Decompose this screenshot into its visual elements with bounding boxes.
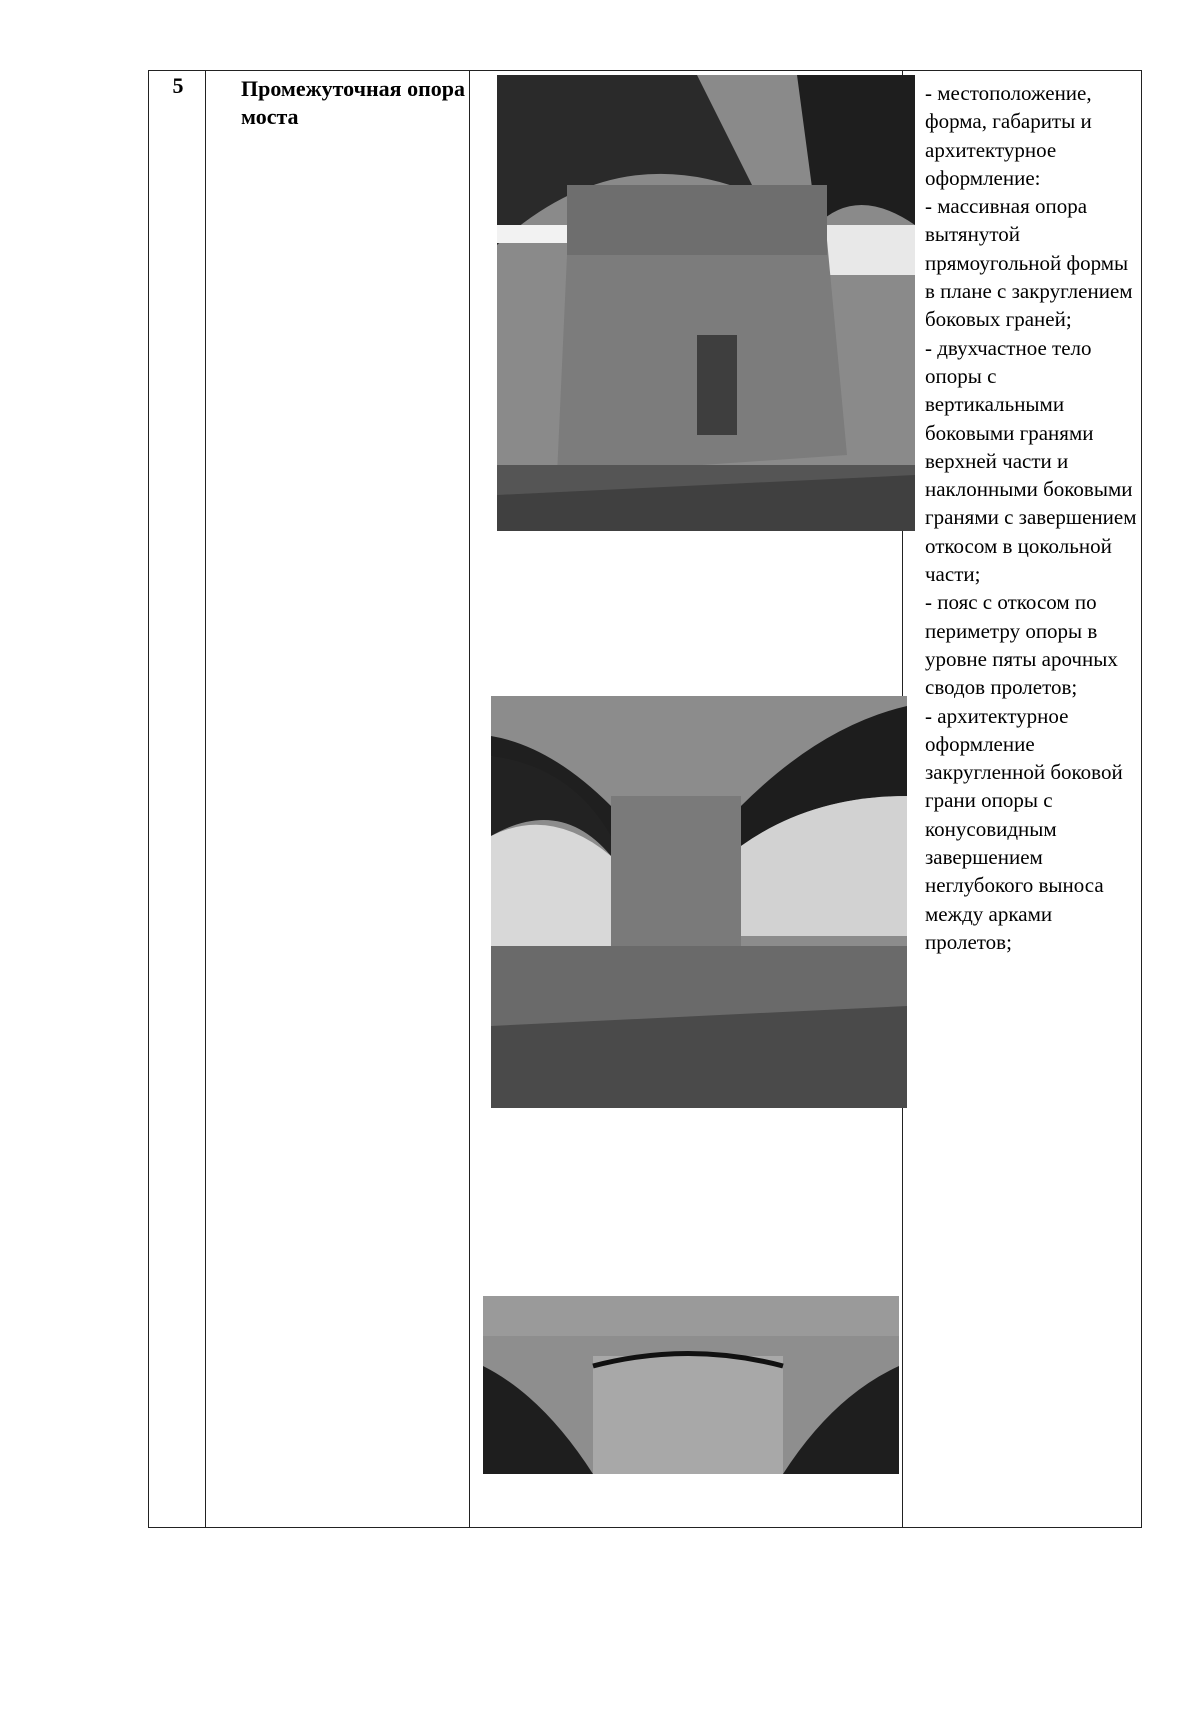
bridge-pier-photo-2-icon — [491, 696, 907, 1108]
bridge-pier-photo-2 — [491, 696, 907, 1108]
monument-features-table — [148, 70, 1142, 1528]
column-divider-1 — [205, 71, 206, 1527]
bridge-pier-photo-1 — [497, 75, 915, 531]
column-divider-2 — [469, 71, 470, 1527]
bridge-pier-photo-3-icon — [483, 1296, 899, 1474]
element-name: Промежуточная опора моста — [241, 76, 465, 129]
row-number: 5 — [172, 73, 184, 98]
bridge-pier-photo-1-icon — [497, 75, 915, 531]
features-description: - местоположение, форма, габариты и архитектурное оформление: - массивная опора вытянутой прямоугольной формы в плане с закруглением боковых граней; - двухчастное тело опоры с вертикальными боковыми гранями верхней части и наклонными боковыми гранями с завершением откосом в цокольной части; - пояс с откосом по периметру опоры в уровне пяты арочных сводов пролетов; - архитектурное оформление закругленной боковой грани опоры с конусовидным завершением неглубокого выноса между арками пролетов; — [925, 81, 1137, 954]
bridge-pier-photo-3 — [483, 1296, 899, 1474]
